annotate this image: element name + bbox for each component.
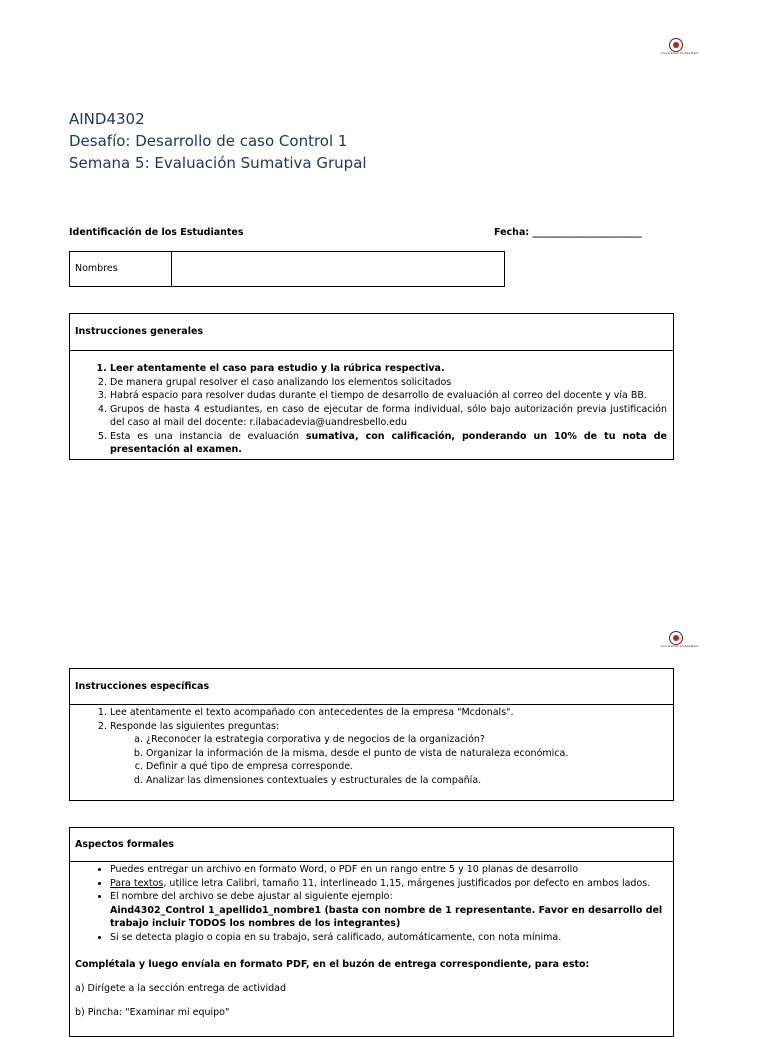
formal-aspects-list: [70, 863, 673, 944]
list-item-text: Responde las siguientes preguntas:: [110, 720, 280, 732]
logo-caption: Universidad Andrés Bello: [661, 644, 699, 648]
submission-instruction: Complétala y luego envíala en formato PDF, en el buzón de entrega correspondiente, para esto:: [75, 959, 590, 970]
list-item: [110, 720, 673, 788]
question-item: b. Organizar la información de la misma, desde el punto de vista de naturaleza económica.: [146, 747, 673, 761]
university-logo: [661, 38, 699, 60]
identification-label: Identificación de los Estudiantes: [69, 227, 244, 238]
question-item: d. Analizar las dimensiones contextuales y estructurales de la compañía.: [146, 774, 673, 788]
formal-aspects-title: Aspectos formales: [70, 828, 673, 862]
university-logo: [661, 631, 699, 653]
specific-instructions-box: [69, 668, 674, 801]
question-item: a. ¿Reconocer la estrategia corporativa y de negocios de la organización?: [146, 733, 673, 747]
course-code: AIND4302: [69, 110, 145, 128]
text-link[interactable]: Para textos: [110, 877, 164, 889]
date-field[interactable]: Fecha: _______________________: [494, 227, 642, 238]
names-table: [69, 251, 505, 287]
filename-example: Aind4302_Control 1_apellido1_nombre1 (basta con nombre de 1 representante. Favor en desarrollo del trabajo incluir TODOS los nombres de los integrantes): [110, 904, 663, 929]
list-item: [110, 877, 667, 891]
item5-text: Esta es una instancia de evaluación: [110, 430, 306, 442]
question-item: c. Definir a qué tipo de empresa corresponde.: [146, 760, 673, 774]
list-item-text: • El nombre del archivo se debe ajustar al siguiente ejemplo:: [110, 891, 393, 902]
general-instructions-list: [70, 362, 673, 457]
names-input[interactable]: [171, 251, 506, 287]
week-title: Semana 5: Evaluación Sumativa Grupal: [69, 154, 367, 172]
formal-aspects-box: [69, 827, 674, 1037]
seal-icon: [669, 38, 683, 52]
challenge-title: Desafío: Desarrollo de caso Control 1: [69, 132, 348, 150]
logo-caption: Universidad Andrés Bello: [661, 51, 699, 55]
list-item: 1. Leer atentamente el caso para estudio y la rúbrica respectiva.: [110, 362, 667, 376]
list-item: [110, 430, 667, 457]
specific-instructions-title: Instrucciones específicas: [70, 669, 673, 705]
list-item: • Puedes entregar un archivo en formato Word, o PDF en un rango entre 5 y 10 planas de desarrollo: [110, 863, 667, 877]
general-instructions-box: [69, 313, 674, 460]
list-item: 4. Grupos de hasta 4 estudiantes, en caso de ejecutar de forma individual, sólo bajo autorización previa justificación del caso al mail del docente: r.ilabacadevia@uandresbello.edu: [110, 403, 667, 430]
step-a: a) Dirígete a la sección entrega de actividad: [75, 983, 287, 994]
specific-instructions-list: [70, 706, 673, 787]
step-b: b) Pincha: "Examinar mi equipo": [75, 1007, 230, 1018]
list-item: [110, 890, 667, 931]
list-item-text: , utilice letra Calibri, tamaño 11, interlineado 1,15, márgenes justificados por defecto en ambos lados.: [163, 877, 651, 889]
document-title: [69, 108, 367, 174]
item5-bold-text: sumativa, con calificación, ponderando un 10% de tu nota de presentación al examen.: [110, 430, 668, 455]
general-instructions-title: Instrucciones generales: [70, 314, 673, 351]
list-item: 2. De manera grupal resolver el caso analizando los elementos solicitados: [110, 376, 667, 390]
seal-icon: [669, 631, 683, 645]
list-item: • Si se detecta plagio o copia en su trabajo, será calificado, automáticamente, con nota mínima.: [110, 931, 667, 945]
names-label: Nombres: [75, 263, 118, 274]
list-item: 1. Lee atentamente el texto acompañado con antecedentes de la empresa "Mcdonals".: [110, 706, 673, 720]
list-item: 3. Habrá espacio para resolver dudas durante el tiempo de desarrollo de evaluación al correo del docente y vía BB.: [110, 389, 667, 403]
question-list: [110, 733, 673, 787]
